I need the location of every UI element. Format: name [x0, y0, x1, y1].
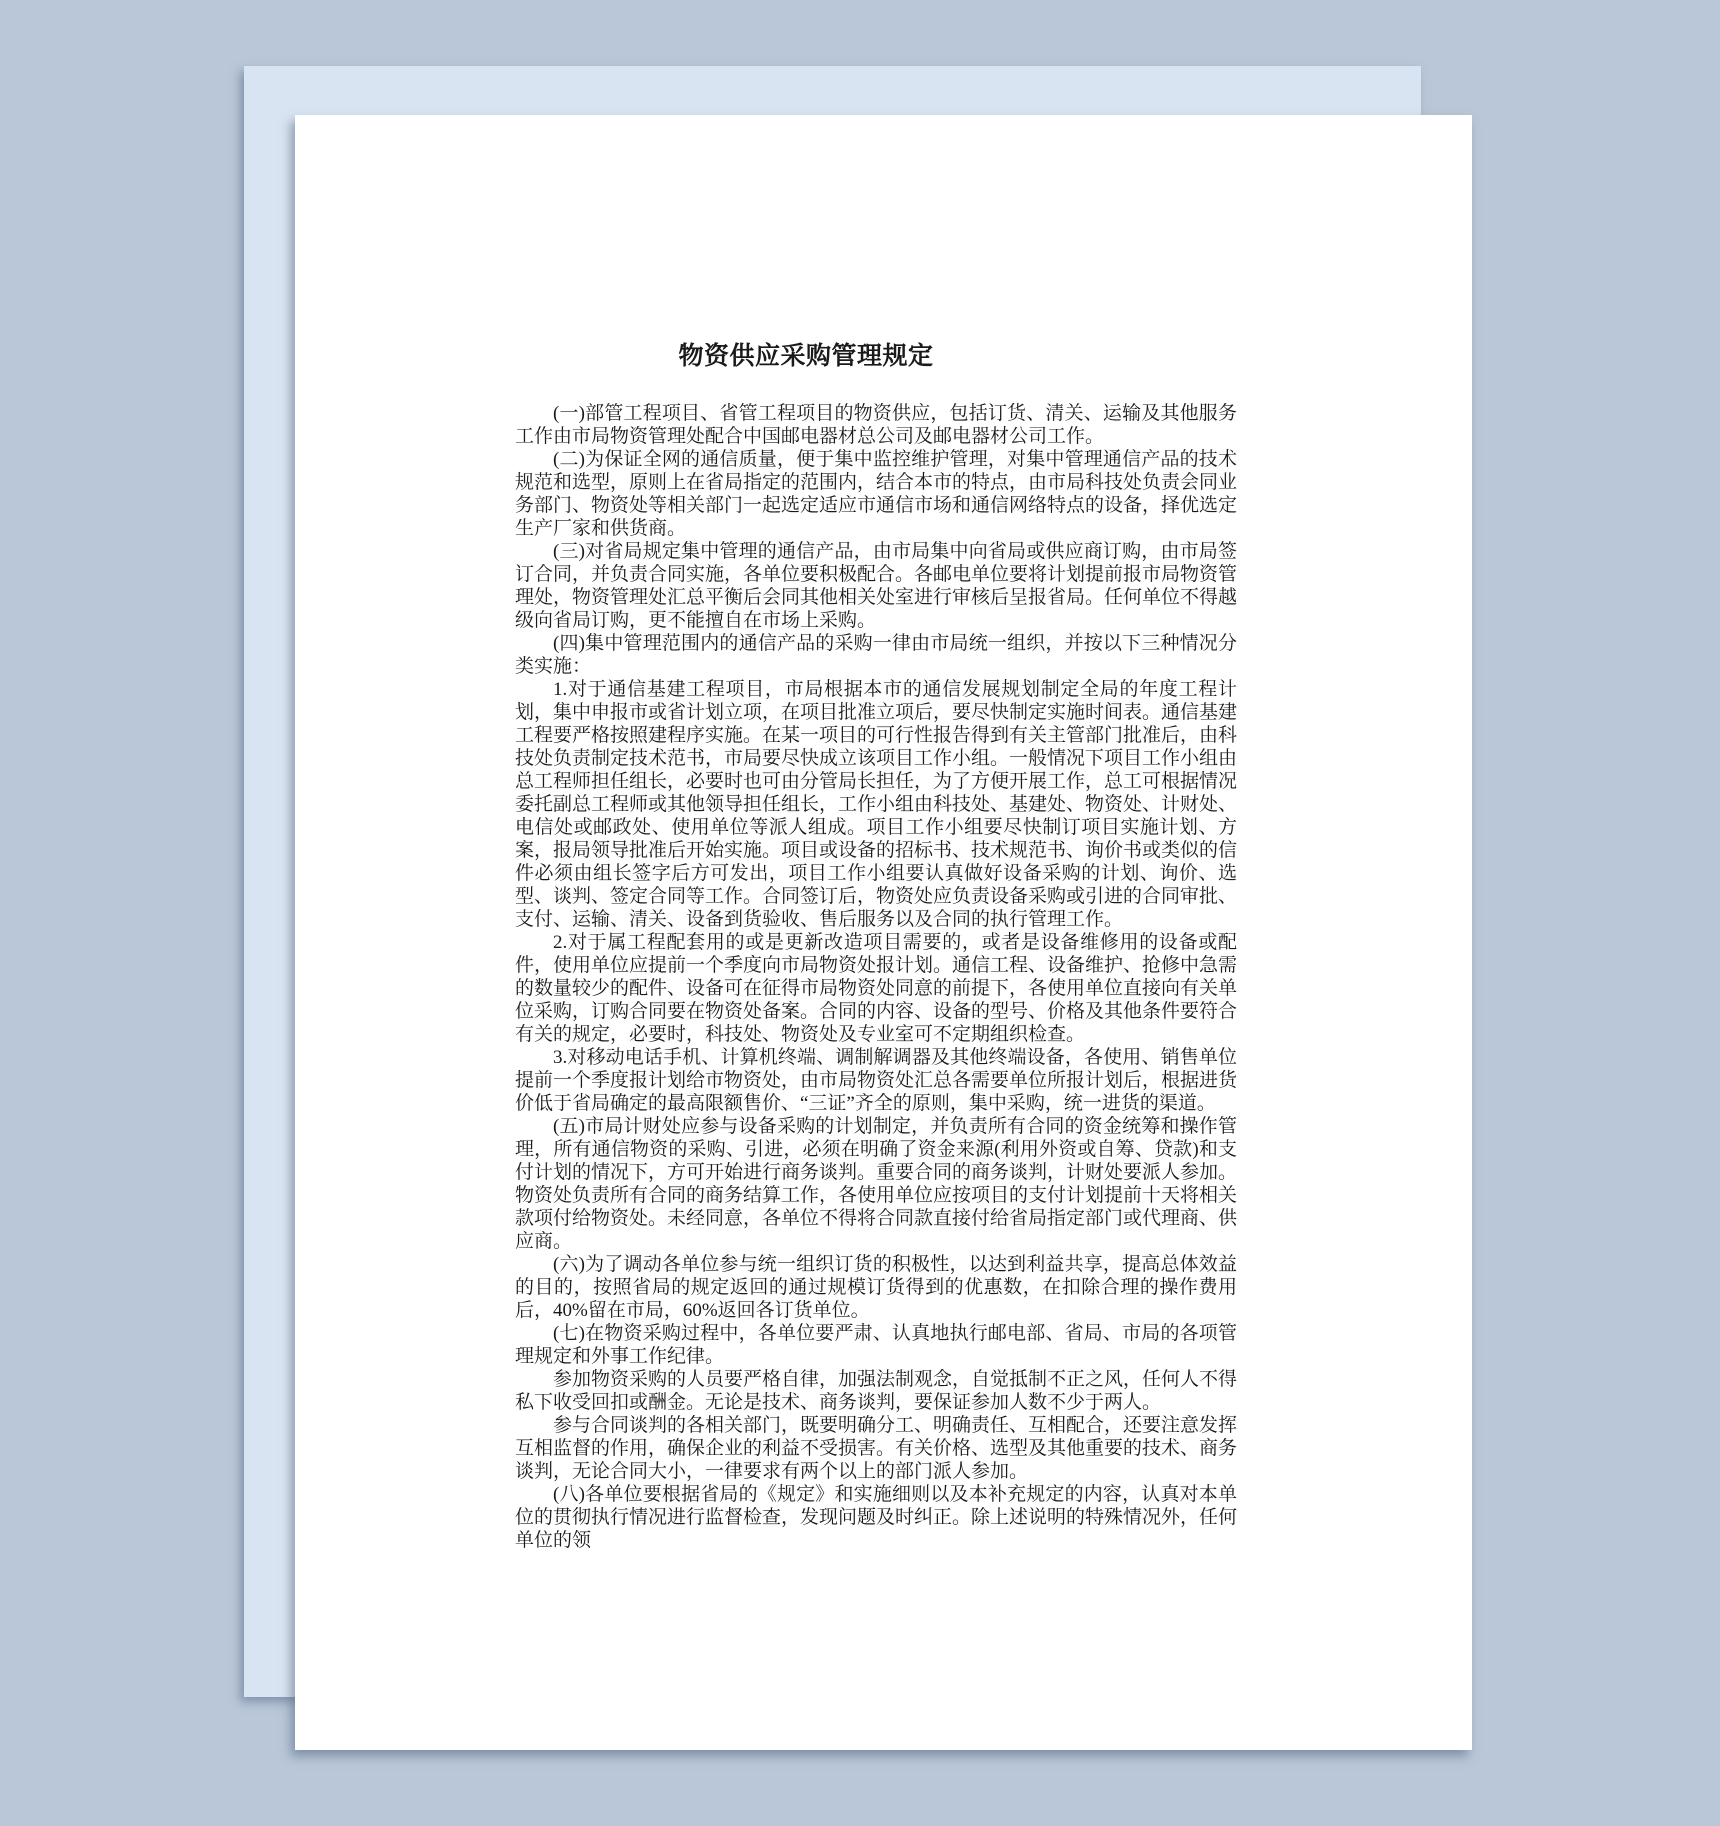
paragraph: 3.对移动电话手机、计算机终端、调制解调器及其他终端设备，各使用、销售单位提前一个季度报计划给市物资处，由市局物资处汇总各需要单位所报计划后，根据进货价低于省局确定的最高限额售价、“三证”齐全的原则，集中采购，统一进货的渠道。: [515, 1047, 1238, 1114]
paragraph: (七)在物资采购过程中，各单位要严肃、认真地执行邮电部、省局、市局的各项管理规定和外事工作纪律。: [515, 1323, 1237, 1367]
paragraph: (八)各单位要根据省局的《规定》和实施细则以及本补充规定的内容，认真对本单位的贯彻执行情况进行监督检查，发现问题及时纠正。除上述说明的特殊情况外，任何单位的领: [515, 1484, 1238, 1551]
paragraph: (六)为了调动各单位参与统一组织订货的积极性，以达到利益共享，提高总体效益的目的，按照省局的规定返回的通过规模订货得到的优惠数，在扣除合理的操作费用后，40%留在市局，60%返回各订货单位。: [515, 1254, 1237, 1321]
paragraph: (五)市局计财处应参与设备采购的计划制定，并负责所有合同的资金统筹和操作管理，所有通信物资的采购、引进，必须在明确了资金来源(利用外资或自筹、贷款)和支付计划的情况下，方可开始进行商务谈判。重要合同的商务谈判，计财处要派人参加。物资处负责所有合同的商务结算工作，各使用单位应按项目的支付计划提前十天将相关款项付给物资处。未经同意，各单位不得将合同款直接付给省局指定部门或代理商、供应商。: [515, 1116, 1238, 1252]
document-page: [295, 115, 1472, 1750]
document-body: [515, 402, 1237, 1552]
paragraph: 1.对于通信基建工程项目，市局根据本市的通信发展规划制定全局的年度工程计划，集中申报市或省计划立项，在项目批准立项后，要尽快制定实施时间表。通信基建工程要严格按照建程序实施。在某一项目的可行性报告得到有关主管部门批准后，由科技处负责制定技术范书，市局要尽快成立该项目工作小组。一般情况下项目工作小组由总工程师担任组长，必要时也可由分管局长担任，为了方便开展工作，总工可根据情况委托副总工程师或其他领导担任组长，工作小组由科技处、基建处、物资处、计财处、电信处或邮政处、使用单位等派人组成。项目工作小组要尽快制订项目实施计划、方案，报局领导批准后开始实施。项目或设备的招标书、技术规范书、询价书或类似的信件必须由组长签字后方可发出，项目工作小组要认真做好设备采购的计划、询价、选型、谈判、签定合同等工作。合同签订后，物资处应负责设备采购或引进的合同审批、支付、运输、清关、设备到货验收、售后服务以及合同的执行管理工作。: [515, 679, 1238, 930]
paragraph: (一)部管工程项目、省管工程项目的物资供应，包括订货、清关、运输及其他服务工作由市局物资管理处配合中国邮电器材总公司及邮电器材公司工作。: [515, 403, 1237, 447]
paragraph: (三)对省局规定集中管理的通信产品，由市局集中向省局或供应商订购，由市局签订合同，并负责合同实施，各单位要积极配合。各邮电单位要将计划提前报市局物资管理处，物资管理处汇总平衡后会同其他相关处室进行审核后呈报省局。任何单位不得越级向省局订购，更不能擅自在市场上采购。: [515, 541, 1238, 631]
paragraph: 2.对于属工程配套用的或是更新改造项目需要的，或者是设备维修用的设备或配件，使用单位应提前一个季度向市局物资处报计划。通信工程、设备维护、抢修中急需的数量较少的配件、设备可在征得市局物资处同意的前提下，各使用单位直接向有关单位采购，订购合同要在物资处备案。合同的内容、设备的型号、价格及其他条件要符合有关的规定，必要时，科技处、物资处及专业室可不定期组织检查。: [515, 932, 1238, 1045]
document-title: 物资供应采购管理规定: [678, 343, 934, 370]
paragraph: (四)集中管理范围内的通信产品的采购一律由市局统一组织，并按以下三种情况分类实施：: [515, 633, 1237, 677]
paragraph: 参与合同谈判的各相关部门，既要明确分工、明确责任、互相配合，还要注意发挥互相监督的作用，确保企业的利益不受损害。有关价格、选型及其他重要的技术、商务谈判，无论合同大小，一律要求有两个以上的部门派人参加。: [515, 1415, 1238, 1482]
paragraph: (二)为保证全网的通信质量，便于集中监控维护管理，对集中管理通信产品的技术规范和选型，原则上在省局指定的范围内，结合本市的特点，由市局科技处负责会同业务部门、物资处等相关部门一起选定适应市通信市场和通信网络特点的设备，择优选定生产厂家和供货商。: [515, 449, 1238, 539]
paragraph: 参加物资采购的人员要严格自律，加强法制观念，自觉抵制不正之风，任何人不得私下收受回扣或酬金。无论是技术、商务谈判，要保证参加人数不少于两人。: [515, 1369, 1238, 1413]
